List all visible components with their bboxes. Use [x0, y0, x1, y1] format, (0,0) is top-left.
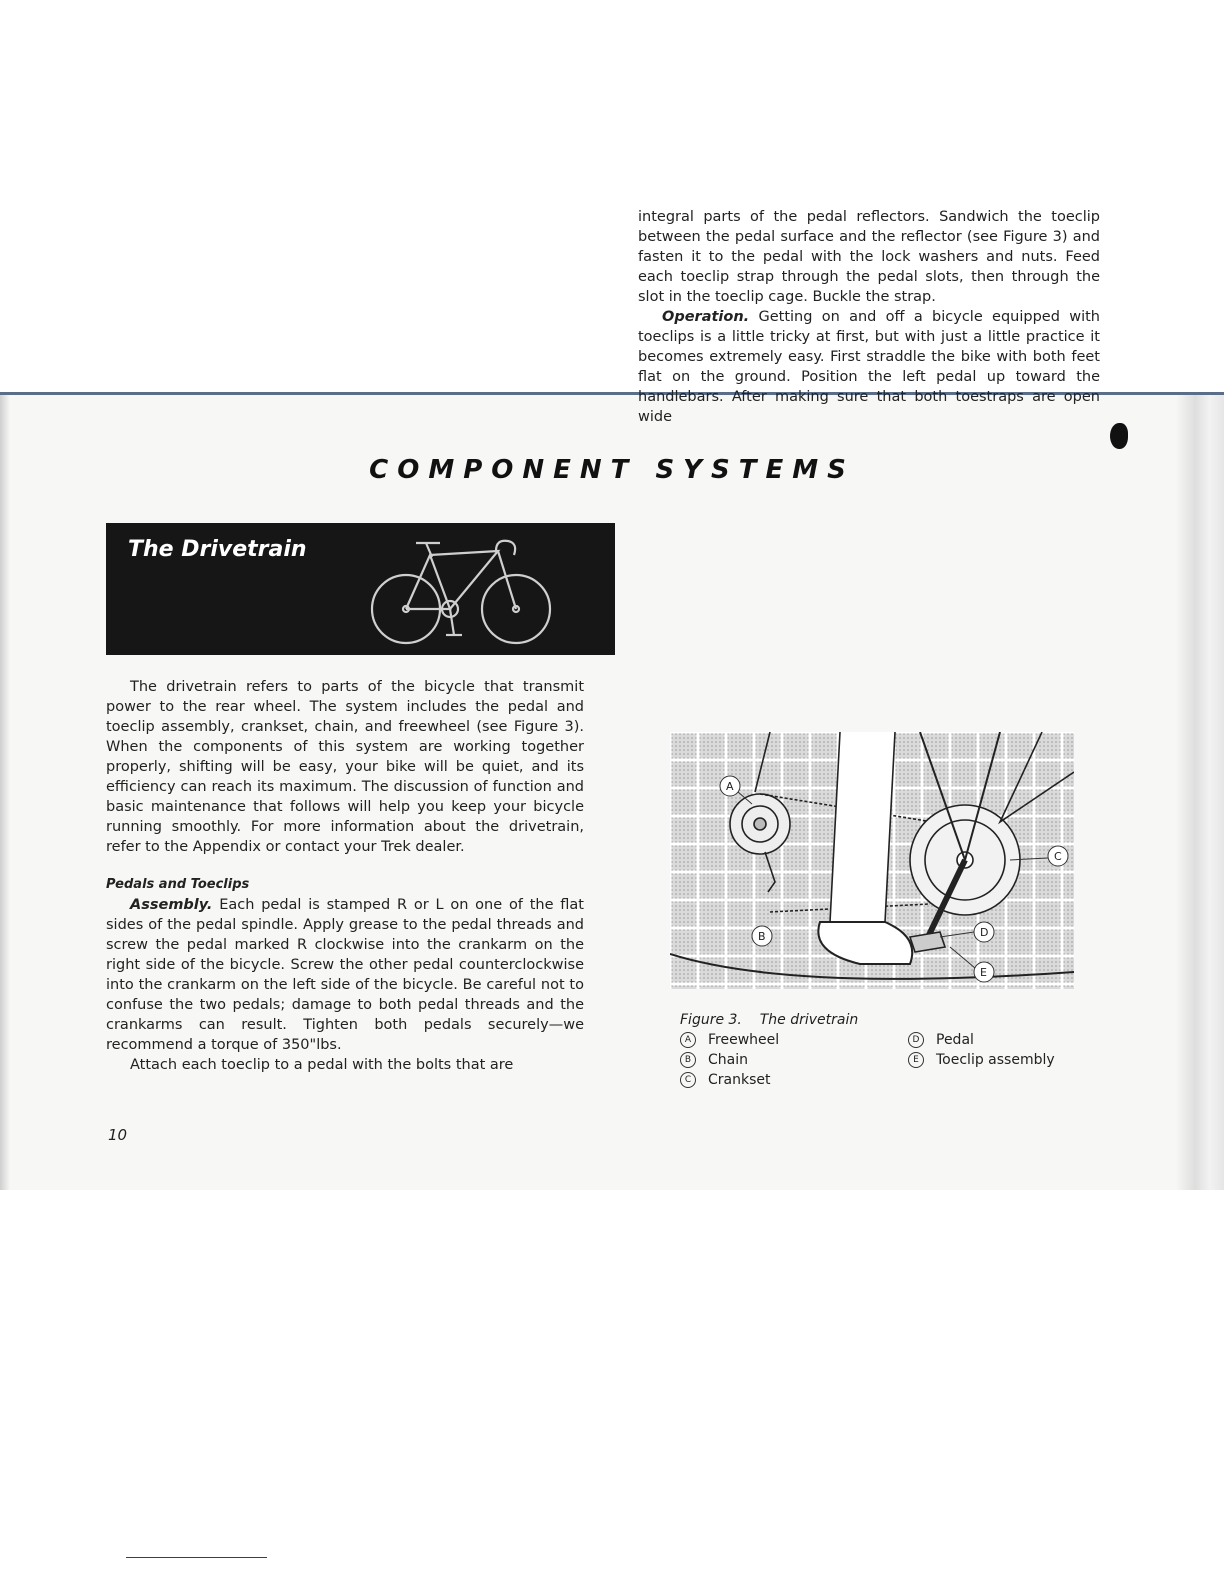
operation-paragraph [638, 307, 1100, 427]
page-number: 10 [108, 1126, 128, 1144]
bicycle-icon [366, 531, 566, 647]
footer-rule [126, 1557, 267, 1558]
page-header-title: COMPONENT SYSTEMS [369, 455, 855, 485]
operation-lead: Operation. [662, 309, 750, 325]
callout-e: E [980, 966, 987, 979]
legend-label: Crankset [708, 1072, 771, 1088]
right-text-column-body [638, 207, 1100, 427]
legend-letter: B [680, 1052, 696, 1068]
page-edge-shadow-left [0, 395, 10, 1190]
drivetrain-figure [670, 732, 1074, 989]
callout-a: A [726, 780, 734, 793]
assembly-paragraph [106, 895, 584, 1055]
callout-b: B [758, 930, 766, 943]
section-banner [106, 523, 615, 655]
legend-item-chain [680, 1052, 748, 1068]
legend-label: Toeclip assembly [936, 1052, 1055, 1068]
left-text-column [106, 677, 584, 1075]
attach-paragraph: Attach each toeclip to a pedal with the bolts that are [130, 1057, 514, 1073]
legend-item-pedal [908, 1032, 974, 1048]
legend-letter: C [680, 1072, 696, 1088]
page-edge-shadow-right [1176, 395, 1224, 1190]
legend-letter: D [908, 1032, 924, 1048]
operation-text: Getting on and off a bicycle equipped with toeclips is a little tricky at first, but with just a little practice it becomes extremely easy. First straddle the bike with both feet flat on the ground. Position the left pedal up toward the handlebars. After making sure that both toestraps are open wide [638, 309, 1100, 425]
intro-paragraph: The drivetrain refers to parts of the bicycle that transmit power to the rear wheel. The system includes the pedal and toeclip assembly, crankset, chain, and freewheel (see Figure 3). When the components of this system are working together properly, shifting will be easy, your bike will be quiet, and its efficiency can reach its maximum. The discussion of function and basic maintenance that follows will help you keep your bicycle running smoothly. For more information about the drivetrain, refer to the Appendix or contact your Trek dealer. [106, 679, 584, 855]
legend-letter: E [908, 1052, 924, 1068]
caption-heading [680, 1012, 1100, 1028]
callout-d: D [980, 926, 989, 939]
section-title: The Drivetrain [128, 537, 307, 562]
callout-c: C [1054, 850, 1062, 863]
legend-item-crankset [680, 1072, 771, 1088]
assembly-lead: Assembly. [130, 897, 213, 913]
legend-item-toeclip-assembly [908, 1052, 1055, 1068]
caption-number: Figure 3. [680, 1012, 742, 1028]
legend-label: Chain [708, 1052, 748, 1068]
drivetrain-illustration [670, 732, 1074, 989]
legend-letter: A [680, 1032, 696, 1048]
figure-caption [680, 1012, 1100, 1088]
legend-item-freewheel [680, 1032, 779, 1048]
assembly-text: Each pedal is stamped R or L on one of the flat sides of the pedal spindle. Apply grease to the pedal threads and screw the pedal marked R clockwise into the crankarm on the right side of the bicycle. Screw the other pedal counterclockwise into the crankarm on the left side of the bicycle. Be careful not to confuse the two pedals; damage to both pedal threads and the crankarms can result. Tighten both pedals securely—we recommend a torque of 350"lbs. [106, 897, 584, 1053]
subheading-pedals-toeclips: Pedals and Toeclips [106, 877, 250, 892]
continued-paragraph: integral parts of the pedal reflectors. Sandwich the toeclip between the pedal surface and the reflector (see Figure 3) and fasten it to the pedal with the lock washers and nuts. Feed each toeclip strap through the pedal slots, then through the slot in the toeclip cage. Buckle the strap. [638, 209, 1100, 305]
legend-label: Freewheel [708, 1032, 780, 1048]
legend-label: Pedal [936, 1032, 974, 1048]
binding-clip-mark [1110, 423, 1128, 449]
caption-title-text: The drivetrain [759, 1012, 859, 1028]
